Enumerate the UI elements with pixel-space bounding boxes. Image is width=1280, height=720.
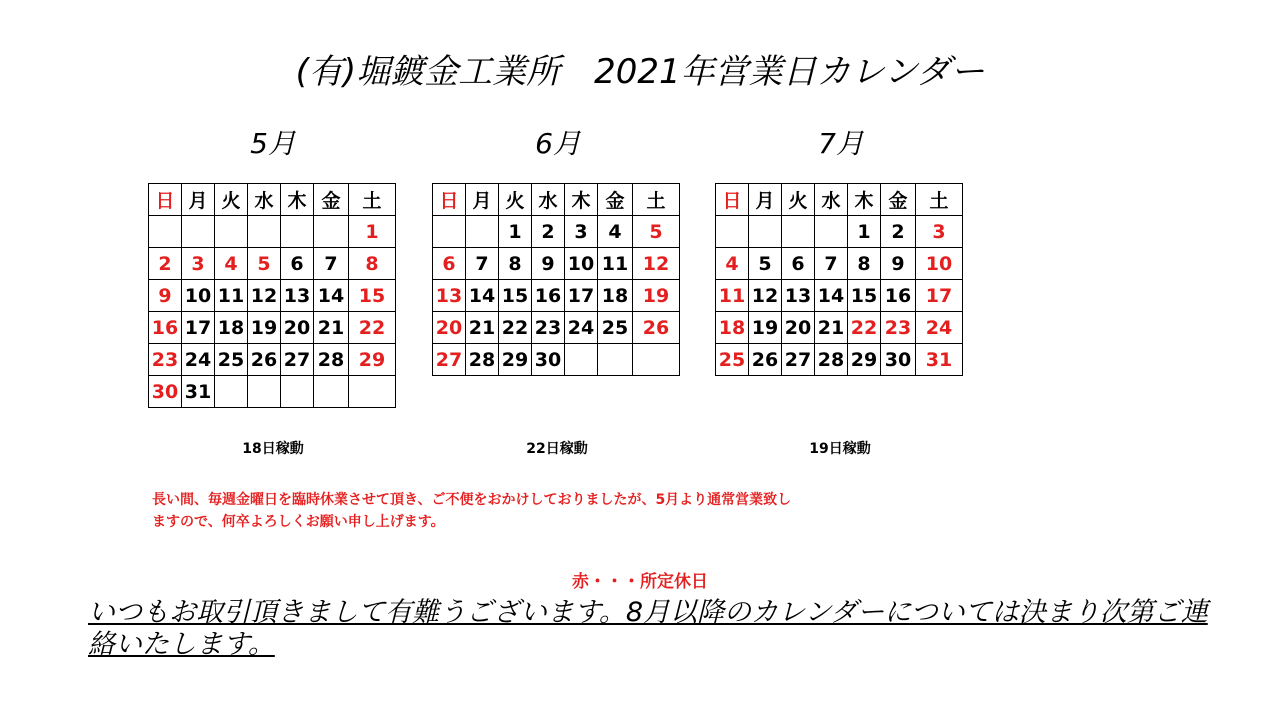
workday-cell: 20 [281,312,314,344]
empty-day-cell [633,344,680,376]
workday-cell: 22 [499,312,532,344]
weekday-header: 水 [532,184,565,216]
empty-day-cell [149,216,182,248]
holiday-day-cell: 27 [433,344,466,376]
workday-cell: 2 [532,216,565,248]
weekday-header: 水 [815,184,848,216]
empty-day-cell [281,376,314,408]
month-label-june: 6月 [535,127,581,160]
workday-cell: 12 [749,280,782,312]
week-row [716,312,963,344]
weekday-header: 土 [349,184,396,216]
weekday-header: 土 [916,184,963,216]
workday-cell: 19 [749,312,782,344]
empty-day-cell [281,216,314,248]
holiday-day-cell: 8 [349,248,396,280]
workday-cell: 24 [565,312,598,344]
week-row [149,344,396,376]
weekday-header-row [433,184,680,216]
holiday-day-cell: 29 [349,344,396,376]
workday-cell: 11 [598,248,633,280]
holiday-day-cell: 15 [349,280,396,312]
workday-cell: 9 [881,248,916,280]
weekday-header: 木 [848,184,881,216]
weekday-header: 日 [433,184,466,216]
week-row [149,248,396,280]
workday-cell: 13 [782,280,815,312]
footer-message: いつもお取引頂きまして有難うございます。8月以降のカレンダーについては決まり次第ご連絡いたします。 [88,597,1208,660]
workday-cell: 28 [466,344,499,376]
holiday-day-cell: 19 [633,280,680,312]
workday-cell: 28 [815,344,848,376]
holiday-day-cell: 31 [916,344,963,376]
weekday-header-row [149,184,396,216]
workday-cell: 21 [466,312,499,344]
holiday-day-cell: 23 [881,312,916,344]
week-row [716,248,963,280]
month-label-july: 7月 [818,127,864,160]
workday-cell: 2 [881,216,916,248]
weekday-header: 木 [281,184,314,216]
workday-cell: 21 [815,312,848,344]
holiday-day-cell: 26 [633,312,680,344]
workday-cell: 27 [782,344,815,376]
workday-cell: 4 [598,216,633,248]
workday-cell: 30 [881,344,916,376]
empty-day-cell [314,216,349,248]
workday-cell: 25 [598,312,633,344]
holiday-day-cell: 16 [149,312,182,344]
weekday-header: 土 [633,184,680,216]
weekday-header: 金 [598,184,633,216]
holiday-day-cell: 18 [716,312,749,344]
workdays-may: 18日稼動 [242,441,304,457]
calendar-july [715,183,963,376]
holiday-day-cell: 5 [248,248,281,280]
workday-cell: 31 [182,376,215,408]
workday-cell: 15 [499,280,532,312]
workday-cell: 5 [749,248,782,280]
holiday-day-cell: 3 [182,248,215,280]
workday-cell: 8 [499,248,532,280]
holiday-day-cell: 6 [433,248,466,280]
workday-cell: 10 [565,248,598,280]
holiday-day-cell: 25 [716,344,749,376]
empty-day-cell [815,216,848,248]
holiday-day-cell: 22 [349,312,396,344]
workday-cell: 16 [881,280,916,312]
workday-cell: 17 [565,280,598,312]
workday-cell: 7 [815,248,848,280]
workdays-july: 19日稼動 [809,441,871,457]
holiday-day-cell: 2 [149,248,182,280]
workday-cell: 24 [182,344,215,376]
workday-cell: 1 [499,216,532,248]
weekday-header: 水 [248,184,281,216]
workday-cell: 27 [281,344,314,376]
holiday-legend: 赤・・・所定休日 [572,572,708,592]
holiday-day-cell: 22 [848,312,881,344]
holiday-day-cell: 23 [149,344,182,376]
workday-cell: 21 [314,312,349,344]
holiday-day-cell: 10 [916,248,963,280]
weekday-header: 木 [565,184,598,216]
workday-cell: 7 [314,248,349,280]
workday-cell: 26 [248,344,281,376]
calendar-may [148,183,396,408]
empty-day-cell [215,376,248,408]
week-row [149,312,396,344]
workday-cell: 23 [532,312,565,344]
empty-day-cell [716,216,749,248]
weekday-header: 金 [881,184,916,216]
week-row [149,280,396,312]
holiday-day-cell: 11 [716,280,749,312]
weekday-header: 月 [182,184,215,216]
week-row [433,344,680,376]
weekday-header: 火 [499,184,532,216]
notice-text [152,489,972,533]
workday-cell: 6 [281,248,314,280]
week-row [433,280,680,312]
workday-cell: 14 [815,280,848,312]
workday-cell: 11 [215,280,248,312]
workday-cell: 1 [848,216,881,248]
workday-cell: 20 [782,312,815,344]
empty-day-cell [565,344,598,376]
weekday-header: 日 [149,184,182,216]
empty-day-cell [215,216,248,248]
calendar-june [432,183,680,376]
empty-day-cell [248,376,281,408]
workday-cell: 17 [182,312,215,344]
week-row [716,280,963,312]
week-row [149,376,396,408]
workday-cell: 16 [532,280,565,312]
workday-cell: 7 [466,248,499,280]
weekday-header: 火 [215,184,248,216]
workday-cell: 18 [215,312,248,344]
workday-cell: 13 [281,280,314,312]
holiday-day-cell: 4 [716,248,749,280]
week-row [716,344,963,376]
workday-cell: 6 [782,248,815,280]
empty-day-cell [749,216,782,248]
workday-cell: 8 [848,248,881,280]
weekday-header-row [716,184,963,216]
empty-day-cell [182,216,215,248]
empty-day-cell [314,376,349,408]
holiday-day-cell: 17 [916,280,963,312]
holiday-day-cell: 1 [349,216,396,248]
holiday-day-cell: 20 [433,312,466,344]
weekday-header: 日 [716,184,749,216]
holiday-day-cell: 5 [633,216,680,248]
holiday-day-cell: 24 [916,312,963,344]
workday-cell: 14 [466,280,499,312]
workday-cell: 12 [248,280,281,312]
empty-day-cell [466,216,499,248]
workday-cell: 3 [565,216,598,248]
holiday-day-cell: 13 [433,280,466,312]
workday-cell: 14 [314,280,349,312]
workdays-june: 22日稼動 [526,441,588,457]
workday-cell: 18 [598,280,633,312]
holiday-day-cell: 12 [633,248,680,280]
weekday-header: 火 [782,184,815,216]
holiday-day-cell: 3 [916,216,963,248]
holiday-day-cell: 4 [215,248,248,280]
week-row [716,216,963,248]
empty-day-cell [433,216,466,248]
empty-day-cell [598,344,633,376]
workday-cell: 9 [532,248,565,280]
week-row [433,248,680,280]
weekday-header: 月 [749,184,782,216]
holiday-day-cell: 9 [149,280,182,312]
workday-cell: 29 [848,344,881,376]
workday-cell: 28 [314,344,349,376]
notice-line-2: ますので、何卒よろしくお願い申し上げます。 [152,514,445,530]
holiday-day-cell: 30 [149,376,182,408]
empty-day-cell [349,376,396,408]
week-row [433,312,680,344]
workday-cell: 26 [749,344,782,376]
workday-cell: 10 [182,280,215,312]
empty-day-cell [248,216,281,248]
notice-line-1: 長い間、毎週金曜日を臨時休業させて頂き、ご不便をおかけしておりましたが、5月より通常営業致し [152,492,792,508]
workday-cell: 30 [532,344,565,376]
weekday-header: 金 [314,184,349,216]
empty-day-cell [782,216,815,248]
workday-cell: 19 [248,312,281,344]
week-row [433,216,680,248]
page-title: (有)堀鍍金工業所 2021年営業日カレンダー [295,52,985,92]
week-row [149,216,396,248]
workday-cell: 25 [215,344,248,376]
workday-cell: 29 [499,344,532,376]
workday-cell: 15 [848,280,881,312]
weekday-header: 月 [466,184,499,216]
month-label-may: 5月 [250,127,296,160]
